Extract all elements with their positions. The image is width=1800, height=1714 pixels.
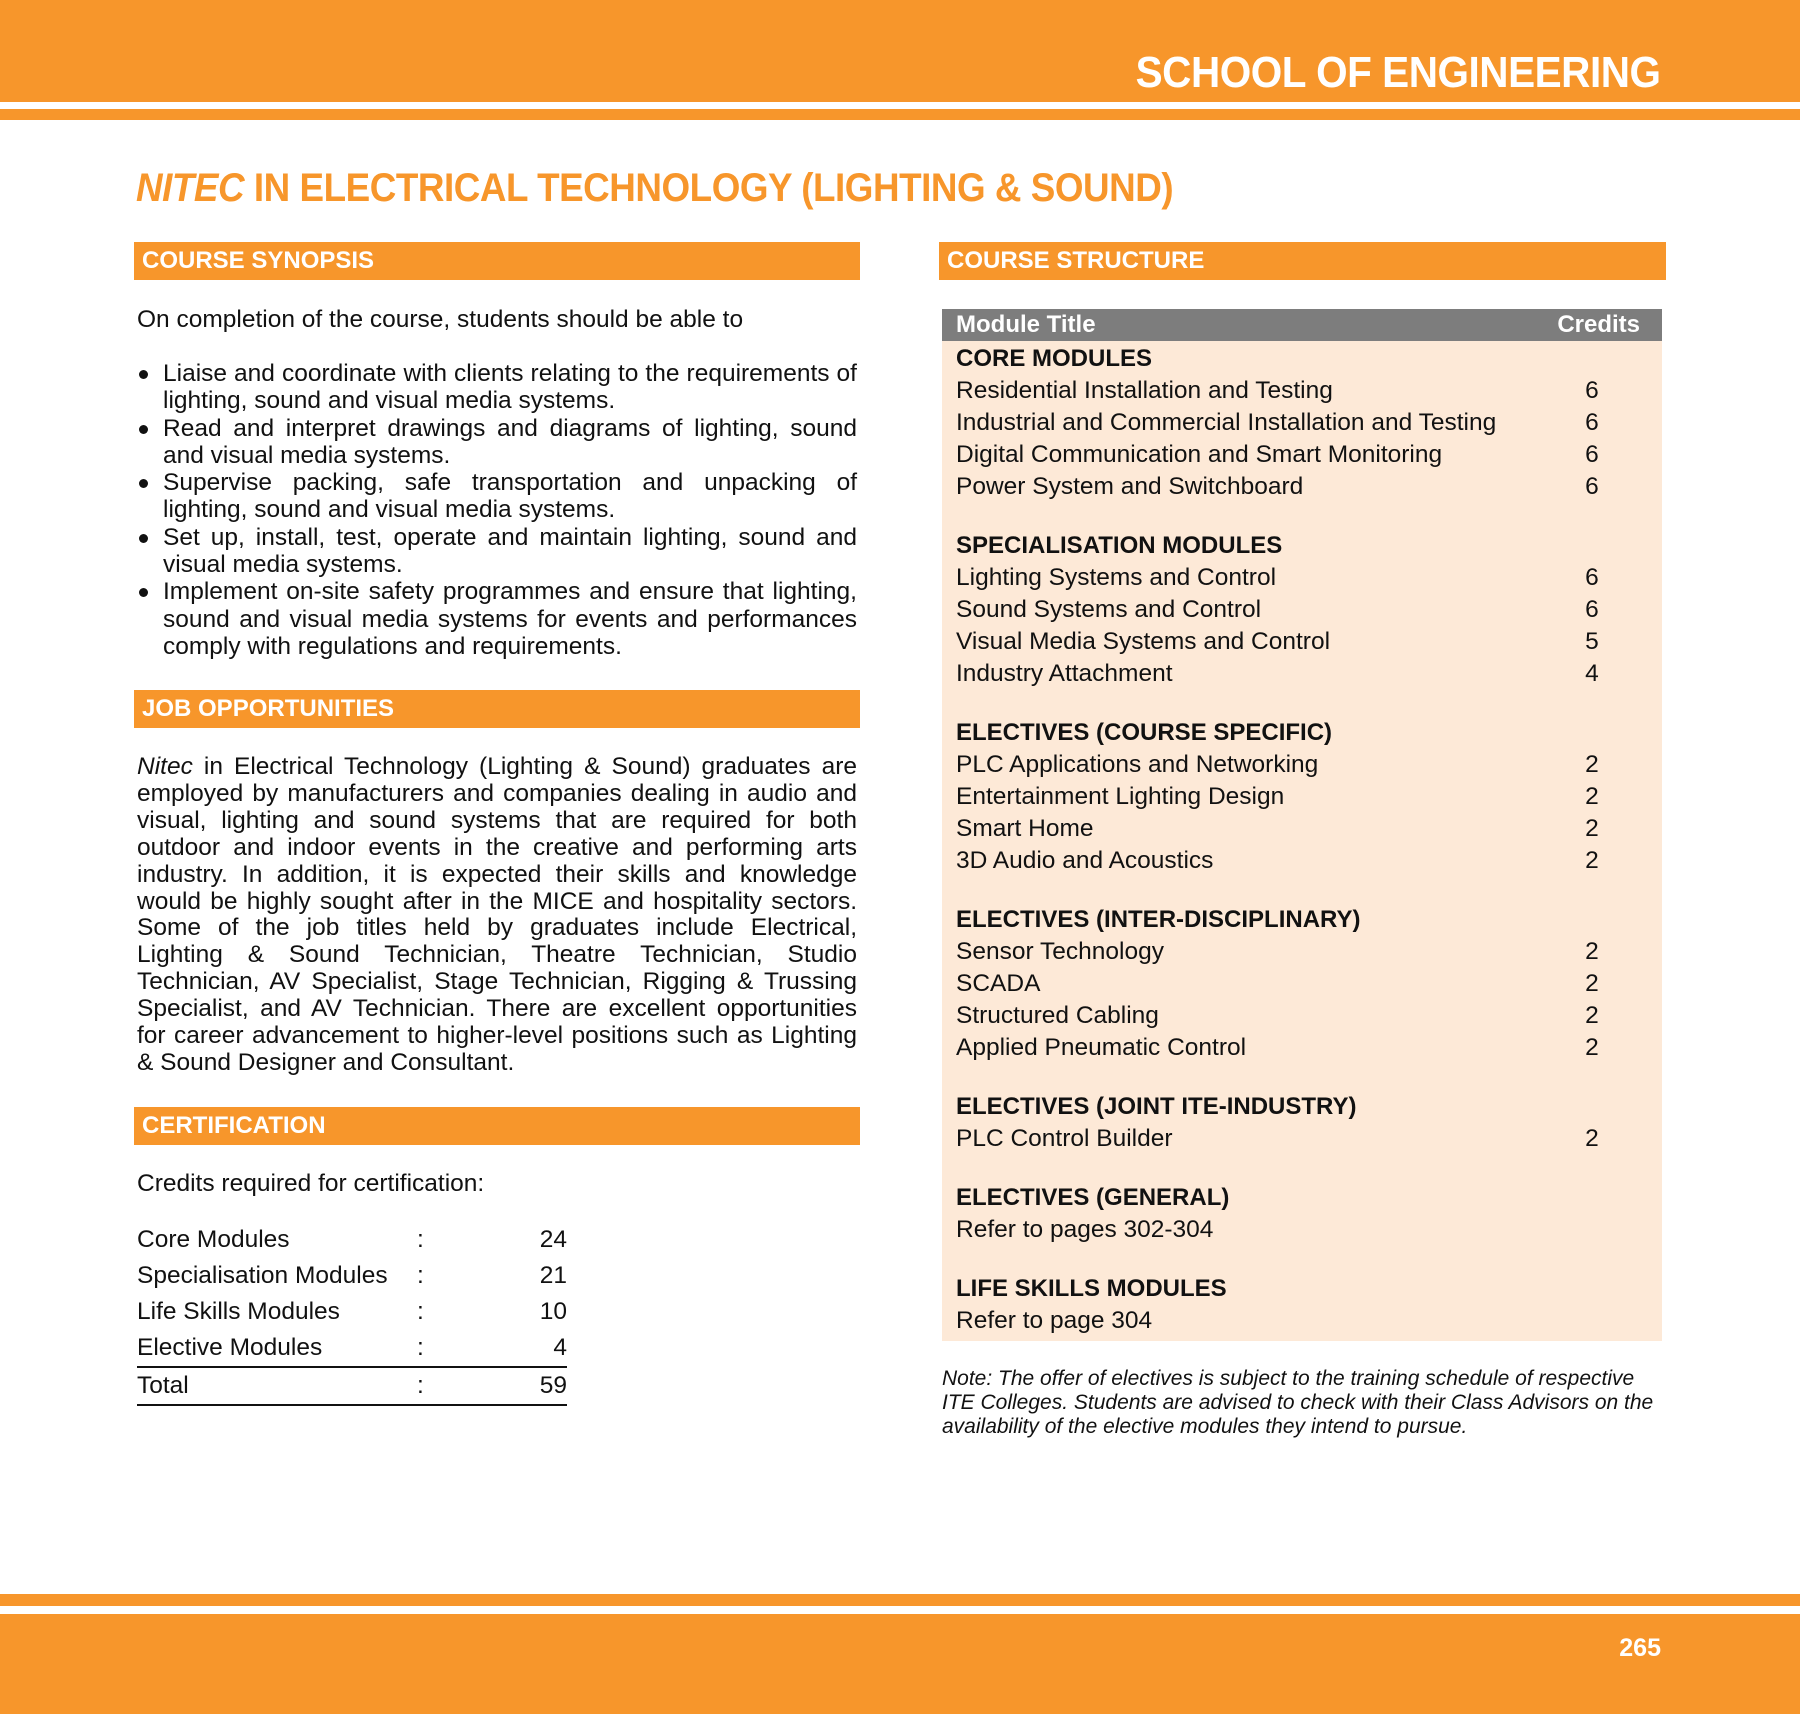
bullet-item: Liaise and coordinate with clients relating to the requirements of lighting, sound and visual media systems. — [137, 360, 857, 415]
table-row: Life Skills Modules : 10 — [137, 1298, 567, 1325]
jobs-text: in Electrical Technology (Lighting & Sound) graduates are employed by manufacturers and companies dealing in audio and visual, lighting and sound systems that are required for both outdoor and indoor events in the creative and performing arts industry. In addition, it is expected their skills and knowledge would be highly sought after in the MICE and hospitality sectors. Some of the job titles held by graduates include Electrical, Lighting & Sound Technician, Theatre Technician, Studio Technician, AV Specialist, Stage Technician, Rigging & Trussing Specialist, and AV Technician. There are excellent opportunities for career advancement to higher-level positions such as Lighting & Sound Designer and Consultant. — [137, 753, 857, 1076]
certification-intro: Credits required for certification: — [137, 1170, 485, 1197]
table-row: SCADA 2 — [956, 970, 1599, 997]
table-row: Refer to pages 302-304 — [956, 1216, 1214, 1243]
bullet-icon — [139, 370, 148, 379]
table-row: Lighting Systems and Control 6 — [956, 564, 1599, 591]
table-row: Applied Pneumatic Control 2 — [956, 1034, 1599, 1061]
section-header-structure: COURSE STRUCTURE — [939, 242, 1666, 280]
synopsis-intro: On completion of the course, students should be able to — [137, 306, 744, 333]
table-row: Power System and Switchboard 6 — [956, 473, 1599, 500]
table-row: Core Modules : 24 — [137, 1226, 567, 1253]
table-row-total: Total : 59 — [137, 1367, 567, 1405]
school-title: SCHOOL OF ENGINEERING — [1136, 48, 1661, 97]
column-header-module-title: Module Title — [956, 311, 1096, 338]
table-row: PLC Applications and Networking 2 — [956, 751, 1599, 778]
module-group-core: CORE MODULES Residential Installation and Testing 6 Industrial and Commercial Installation and Testing 6 Digital Communication and Smart Monitoring 6 Power System and Switchboard 6 — [942, 343, 1662, 503]
bullet-icon — [139, 425, 148, 434]
table-row: Visual Media Systems and Control 5 — [956, 628, 1599, 655]
module-group-electives-joint-ite-industry: ELECTIVES (JOINT ITE-INDUSTRY) PLC Control Builder 2 — [942, 1091, 1662, 1155]
table-row: Sensor Technology 2 — [956, 938, 1599, 965]
column-header-credits: Credits — [1557, 311, 1640, 338]
electives-note: Note: The offer of electives is subject to the training schedule of respective ITE Colleges. Students are advised to check with their Class Advisors on the availability of the elective modules they intend to pursue. — [942, 1367, 1654, 1438]
module-group-specialisation: SPECIALISATION MODULES Lighting Systems and Control 6 Sound Systems and Control 6 Visual Media Systems and Control 5 Industry Attachment 4 — [942, 530, 1662, 690]
course-structure-table — [942, 309, 1662, 1341]
table-row: Industry Attachment 4 — [956, 660, 1599, 687]
jobs-paragraph — [137, 754, 857, 1077]
module-group-life-skills: LIFE SKILLS MODULES Refer to page 304 — [942, 1273, 1662, 1337]
table-row: Residential Installation and Testing 6 — [956, 377, 1599, 404]
bullet-icon — [139, 534, 148, 543]
module-group-electives-course-specific: ELECTIVES (COURSE SPECIFIC) PLC Applications and Networking 2 Entertainment Lighting Design 2 Smart Home 2 3D Audio and Acoustics 2 — [942, 717, 1662, 877]
bullet-item: Implement on-site safety programmes and ensure that lighting, sound and visual media systems for events and performances comply with regulations and requirements. — [137, 578, 857, 660]
footer-stripe — [0, 1594, 1800, 1606]
table-row: Specialisation Modules : 21 — [137, 1262, 567, 1289]
table-header — [942, 309, 1662, 341]
page-title — [136, 166, 1173, 211]
table-row: Smart Home 2 — [956, 815, 1599, 842]
table-row: Refer to page 304 — [956, 1307, 1153, 1334]
table-row: Industrial and Commercial Installation and Testing 6 — [956, 409, 1599, 436]
table-row: Sound Systems and Control 6 — [956, 596, 1599, 623]
synopsis-bullets — [137, 360, 857, 660]
table-row: 3D Audio and Acoustics 2 — [956, 847, 1599, 874]
header-stripe — [0, 109, 1800, 120]
section-header-certification: CERTIFICATION — [134, 1107, 860, 1145]
page-title-italic: NITEC — [136, 166, 245, 210]
table-row: Digital Communication and Smart Monitoring 6 — [956, 441, 1599, 468]
module-group-electives-inter-disciplinary: ELECTIVES (INTER-DISCIPLINARY) Sensor Technology 2 SCADA 2 Structured Cabling 2 Applied Pneumatic Control 2 — [942, 904, 1662, 1064]
jobs-italic-lead: Nitec — [137, 753, 193, 780]
bullet-icon — [139, 588, 148, 597]
bullet-item: Read and interpret drawings and diagrams of lighting, sound and visual media systems. — [137, 415, 857, 470]
footer-band — [0, 1614, 1800, 1714]
section-header-jobs: JOB OPPORTUNITIES — [134, 690, 860, 728]
table-body — [942, 341, 1662, 1341]
page-title-rest: IN ELECTRICAL TECHNOLOGY (LIGHTING & SOUND) — [244, 166, 1174, 210]
certification-table — [137, 1222, 567, 1406]
bullet-item: Supervise packing, safe transportation and unpacking of lighting, sound and visual media systems. — [137, 469, 857, 524]
table-row: Structured Cabling 2 — [956, 1002, 1599, 1029]
bullet-item: Set up, install, test, operate and maintain lighting, sound and visual media systems. — [137, 524, 857, 579]
table-row: PLC Control Builder 2 — [956, 1125, 1599, 1152]
section-header-synopsis: COURSE SYNOPSIS — [134, 242, 860, 280]
page-number: 265 — [1619, 1634, 1661, 1662]
table-row: Elective Modules : 4 — [137, 1334, 567, 1361]
table-row: Entertainment Lighting Design 2 — [956, 783, 1599, 810]
module-group-electives-general: ELECTIVES (GENERAL) Refer to pages 302-304 — [942, 1182, 1662, 1246]
bullet-icon — [139, 479, 148, 488]
